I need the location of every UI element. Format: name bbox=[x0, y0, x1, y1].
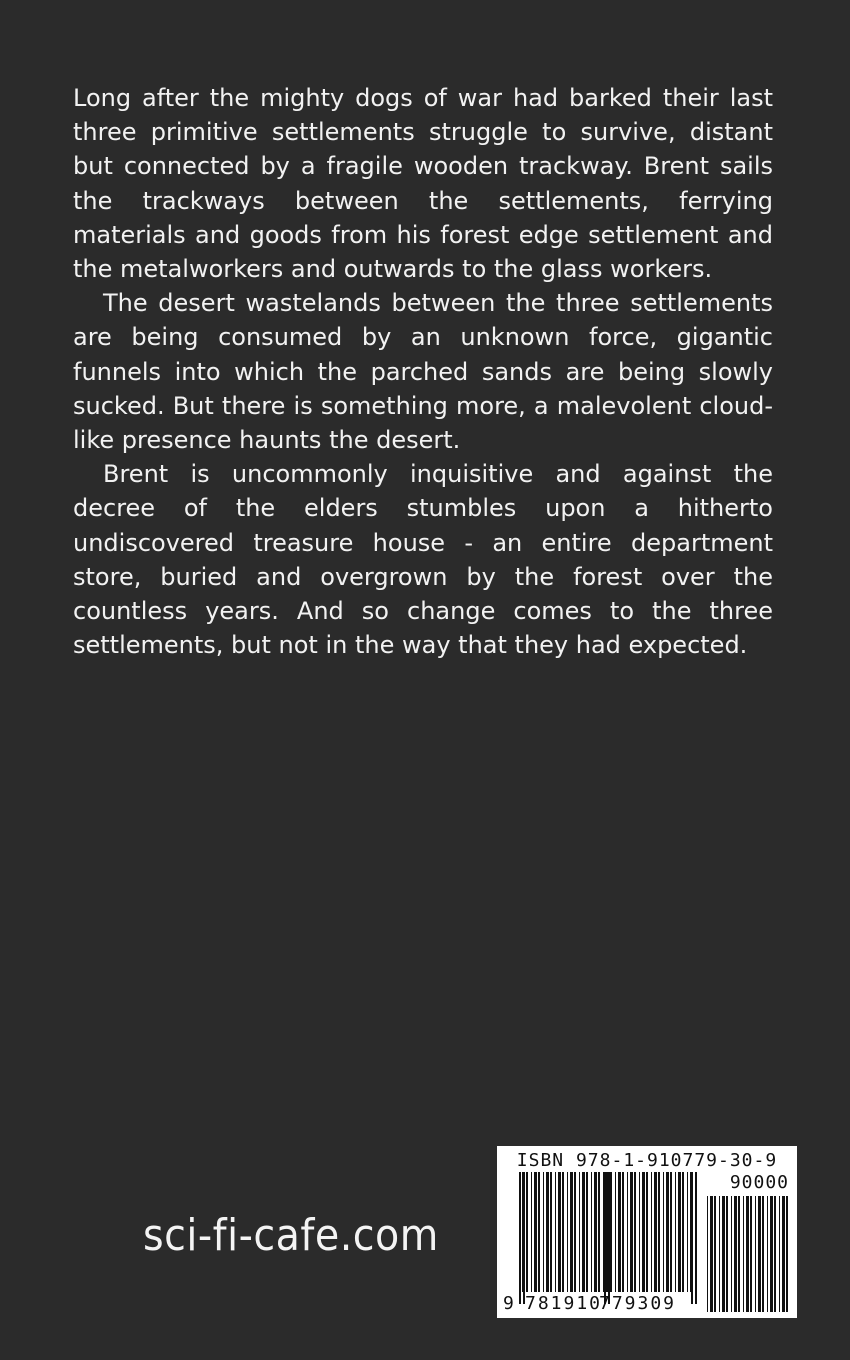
addon-bar bbox=[726, 1196, 728, 1312]
ean-bar bbox=[630, 1172, 633, 1292]
guard-bar bbox=[691, 1172, 693, 1304]
ean-bar bbox=[598, 1172, 600, 1292]
addon-bar bbox=[762, 1196, 764, 1312]
addon-bar bbox=[707, 1196, 708, 1312]
guard-bar bbox=[519, 1172, 521, 1304]
ean-first-digit: 9 bbox=[503, 1293, 514, 1314]
ean-bar bbox=[531, 1172, 532, 1292]
ean-bar bbox=[670, 1172, 672, 1292]
ean-bar bbox=[579, 1172, 580, 1292]
ean-bar bbox=[622, 1172, 624, 1292]
addon-bar bbox=[767, 1196, 768, 1312]
guard-bar bbox=[523, 1172, 525, 1304]
blurb-text bbox=[73, 81, 773, 662]
addon-bar bbox=[710, 1196, 713, 1312]
guard-bar bbox=[695, 1172, 697, 1304]
addon-bar bbox=[719, 1196, 720, 1312]
ean-bar bbox=[642, 1172, 645, 1292]
ean-bar bbox=[603, 1172, 604, 1292]
addon-bar bbox=[734, 1196, 737, 1312]
ean-bar bbox=[646, 1172, 648, 1292]
ean-bar bbox=[550, 1172, 552, 1292]
ean-bar bbox=[543, 1172, 544, 1292]
ean-right-group: 779309 bbox=[599, 1293, 677, 1314]
blurb-paragraph-3: Brent is uncommonly inquisitive and against the decree of the elders stumbles upon a hitherto undiscovered treasure house - an entire department store, buried and overgrown by the forest over the countless years. And so change comes to the three settlements, but not in the way that they had expected. bbox=[73, 460, 773, 660]
ean-bar bbox=[687, 1172, 688, 1292]
ean-bar bbox=[546, 1172, 549, 1292]
ean-bar bbox=[586, 1172, 588, 1292]
addon-bar bbox=[746, 1196, 749, 1312]
ean-bar bbox=[567, 1172, 568, 1292]
ean-bar bbox=[678, 1172, 681, 1292]
addon-bar bbox=[774, 1196, 776, 1312]
addon-bar bbox=[758, 1196, 761, 1312]
ean-bar bbox=[558, 1172, 561, 1292]
ean-left-group: 781910 bbox=[525, 1293, 603, 1314]
blurb-paragraph-1: Long after the mighty dogs of war had barked their last three primitive settlements struggle to survive, distant but connected by a fragile wooden trackway. Brent sails the trackways between the settlements, ferrying materials and goods from his forest edge settlement and the metalworkers and outwards to the glass workers. bbox=[73, 84, 773, 284]
isbn-barcode bbox=[497, 1146, 797, 1318]
ean-bar bbox=[555, 1172, 556, 1292]
addon-bar bbox=[722, 1196, 725, 1312]
ean-bar bbox=[651, 1172, 652, 1292]
ean-bar bbox=[526, 1172, 528, 1292]
ean-bar bbox=[639, 1172, 640, 1292]
ean-bar bbox=[627, 1172, 628, 1292]
ean-bar bbox=[610, 1172, 612, 1292]
addon-bar bbox=[779, 1196, 780, 1312]
ean-bar bbox=[534, 1172, 537, 1292]
ean-bar bbox=[570, 1172, 573, 1292]
guard-bar bbox=[604, 1172, 606, 1304]
ean-bar bbox=[574, 1172, 576, 1292]
addon-bar bbox=[782, 1196, 785, 1312]
addon-bar bbox=[755, 1196, 756, 1312]
ean-bar bbox=[682, 1172, 684, 1292]
addon-bar bbox=[770, 1196, 773, 1312]
ean-bar bbox=[658, 1172, 660, 1292]
ean-bar bbox=[594, 1172, 597, 1292]
guard-bar bbox=[608, 1172, 610, 1304]
addon-bar bbox=[786, 1196, 788, 1312]
addon-bar bbox=[738, 1196, 740, 1312]
ean-bar bbox=[675, 1172, 676, 1292]
ean-bar bbox=[538, 1172, 540, 1292]
addon-bar bbox=[750, 1196, 752, 1312]
ean-bar bbox=[666, 1172, 669, 1292]
addon-bar bbox=[714, 1196, 716, 1312]
blurb-paragraph-2: The desert wastelands between the three settlements are being consumed by an unknown force, gigantic funnels into which the parched sands are being slowly sucked. But there is something more, a malevolent cloud-like presence haunts the desert. bbox=[73, 289, 773, 455]
ean-bar bbox=[654, 1172, 657, 1292]
ean-bar bbox=[582, 1172, 585, 1292]
price-code: 90000 bbox=[729, 1172, 789, 1193]
ean-bar bbox=[591, 1172, 592, 1292]
isbn-label: ISBN 978-1-910779-30-9 bbox=[516, 1150, 778, 1171]
ean-bar bbox=[562, 1172, 564, 1292]
addon-bar bbox=[743, 1196, 744, 1312]
ean-bar bbox=[615, 1172, 616, 1292]
addon-bar bbox=[731, 1196, 732, 1312]
website-url: sci-fi-cafe.com bbox=[143, 1210, 439, 1261]
ean-bar bbox=[634, 1172, 636, 1292]
ean-bar bbox=[663, 1172, 664, 1292]
ean-bar bbox=[618, 1172, 621, 1292]
